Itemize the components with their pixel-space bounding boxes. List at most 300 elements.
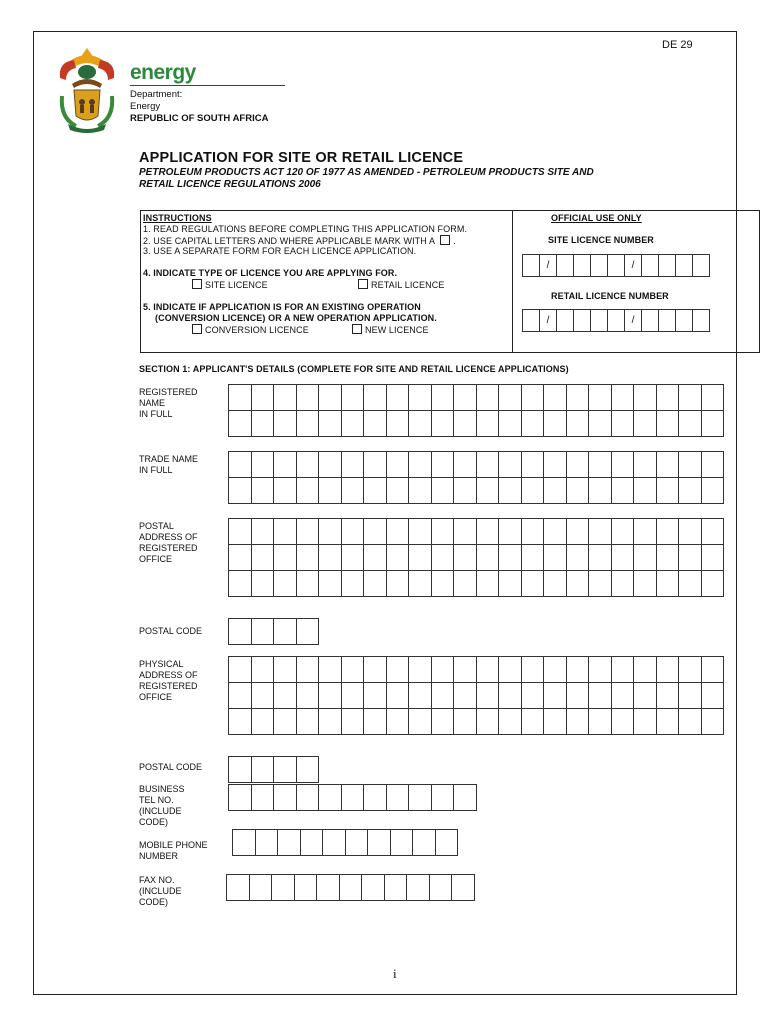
char-box[interactable] (409, 709, 432, 735)
char-box[interactable] (634, 683, 657, 709)
char-box[interactable] (679, 709, 702, 735)
char-box[interactable] (566, 385, 589, 411)
char-box[interactable] (296, 478, 319, 504)
char-box[interactable] (701, 478, 724, 504)
char-box[interactable] (229, 545, 252, 571)
slash-mark: / (540, 310, 557, 332)
char-box[interactable] (364, 545, 387, 571)
char-box[interactable] (249, 875, 272, 901)
char-box[interactable] (364, 385, 387, 411)
char-box[interactable] (499, 683, 522, 709)
char-box[interactable] (544, 519, 567, 545)
slash-mark: / (625, 310, 642, 332)
instructions-heading: INSTRUCTIONS (143, 213, 212, 223)
char-box[interactable] (454, 571, 477, 597)
char-box[interactable] (364, 411, 387, 437)
char-box[interactable] (319, 571, 342, 597)
char-box[interactable] (431, 709, 454, 735)
char-box[interactable] (544, 657, 567, 683)
char-box[interactable] (386, 683, 409, 709)
char-box[interactable] (409, 385, 432, 411)
char-box[interactable] (452, 875, 475, 901)
char-box[interactable] (701, 545, 724, 571)
registered-name-grid[interactable] (228, 384, 724, 437)
char-box[interactable] (364, 683, 387, 709)
char-box[interactable] (386, 452, 409, 478)
char-box[interactable] (274, 411, 297, 437)
char-box[interactable] (679, 519, 702, 545)
char-box[interactable] (386, 571, 409, 597)
char-box[interactable] (409, 411, 432, 437)
char-box[interactable] (362, 875, 385, 901)
char-box[interactable] (476, 683, 499, 709)
retail-licence-number-grid[interactable] (522, 309, 710, 332)
char-box[interactable] (566, 411, 589, 437)
char-box[interactable] (319, 785, 342, 811)
mobile-phone-grid[interactable] (232, 829, 458, 856)
char-box[interactable] (701, 385, 724, 411)
char-box[interactable] (386, 709, 409, 735)
char-box[interactable] (296, 619, 319, 645)
char-box[interactable] (364, 519, 387, 545)
conversion-licence-label: CONVERSION LICENCE (205, 325, 309, 335)
char-box[interactable] (319, 683, 342, 709)
char-box[interactable] (296, 571, 319, 597)
char-box[interactable] (476, 452, 499, 478)
char-box[interactable] (431, 385, 454, 411)
char-box[interactable] (679, 683, 702, 709)
char-box[interactable] (341, 478, 364, 504)
char-box[interactable] (272, 875, 295, 901)
char-box[interactable] (476, 545, 499, 571)
char-box[interactable] (274, 571, 297, 597)
char-box[interactable] (296, 385, 319, 411)
char-box[interactable] (589, 452, 612, 478)
char-box[interactable] (634, 709, 657, 735)
char-box[interactable] (611, 709, 634, 735)
char-box[interactable] (611, 452, 634, 478)
char-box[interactable] (544, 545, 567, 571)
char-box[interactable] (589, 571, 612, 597)
postal-code-label: POSTAL CODE (139, 626, 203, 636)
char-box[interactable] (679, 411, 702, 437)
char-box[interactable] (274, 478, 297, 504)
char-box[interactable] (386, 411, 409, 437)
char-box[interactable] (319, 478, 342, 504)
char-box[interactable] (364, 571, 387, 597)
postal-address-label: POSTAL ADDRESS OF REGISTERED OFFICE (139, 521, 198, 564)
char-box[interactable] (409, 478, 432, 504)
char-box[interactable] (521, 478, 544, 504)
char-box[interactable] (589, 657, 612, 683)
char-box[interactable] (229, 657, 252, 683)
char-box[interactable] (431, 519, 454, 545)
char-box[interactable] (274, 452, 297, 478)
char-box[interactable] (656, 452, 679, 478)
char-box[interactable] (341, 411, 364, 437)
retail-licence-option[interactable] (358, 279, 444, 291)
example-checkbox-icon (440, 235, 450, 245)
char-box[interactable] (454, 545, 477, 571)
char-box[interactable] (251, 452, 274, 478)
char-box[interactable] (634, 478, 657, 504)
char-box[interactable] (431, 571, 454, 597)
char-box[interactable] (251, 478, 274, 504)
char-box[interactable] (611, 478, 634, 504)
char-box[interactable] (341, 385, 364, 411)
char-box[interactable] (589, 545, 612, 571)
char-box[interactable] (409, 519, 432, 545)
char-box[interactable] (435, 830, 458, 856)
char-box[interactable] (431, 683, 454, 709)
char-box[interactable] (634, 545, 657, 571)
dept-line-1: Department: (130, 89, 183, 100)
char-box[interactable] (364, 478, 387, 504)
char-box[interactable] (251, 709, 274, 735)
char-box[interactable] (323, 830, 346, 856)
char-box[interactable] (701, 411, 724, 437)
char-box[interactable] (341, 709, 364, 735)
char-box[interactable] (476, 519, 499, 545)
conversion-licence-option[interactable] (192, 324, 309, 336)
char-box[interactable] (611, 411, 634, 437)
char-box[interactable] (251, 519, 274, 545)
char-box[interactable] (251, 683, 274, 709)
char-box[interactable] (566, 519, 589, 545)
char-box[interactable] (229, 571, 252, 597)
char-box[interactable] (656, 385, 679, 411)
char-box[interactable] (296, 757, 319, 783)
char-box[interactable] (454, 657, 477, 683)
char-box[interactable] (634, 571, 657, 597)
char-box[interactable] (386, 519, 409, 545)
char-box[interactable] (611, 519, 634, 545)
char-box[interactable] (589, 385, 612, 411)
char-box[interactable] (656, 571, 679, 597)
char-box[interactable] (278, 830, 301, 856)
postal-address-grid[interactable] (228, 518, 724, 597)
char-box[interactable] (589, 519, 612, 545)
char-box[interactable] (364, 452, 387, 478)
char-box[interactable] (476, 411, 499, 437)
char-box[interactable] (251, 757, 274, 783)
char-box[interactable] (611, 545, 634, 571)
char-box[interactable] (300, 830, 323, 856)
char-box[interactable] (544, 385, 567, 411)
char-box[interactable] (413, 830, 436, 856)
char-box[interactable] (296, 545, 319, 571)
char-box[interactable] (341, 683, 364, 709)
char-box[interactable] (251, 411, 274, 437)
char-box[interactable] (251, 385, 274, 411)
char-box[interactable] (390, 830, 413, 856)
char-box[interactable] (274, 785, 297, 811)
char-box[interactable] (296, 452, 319, 478)
char-box[interactable] (679, 657, 702, 683)
char-box[interactable] (317, 875, 340, 901)
char-box[interactable] (274, 683, 297, 709)
char-box[interactable] (341, 571, 364, 597)
char-box[interactable] (544, 478, 567, 504)
char-box[interactable] (409, 571, 432, 597)
char-box[interactable] (341, 785, 364, 811)
char-box[interactable] (274, 385, 297, 411)
site-licence-checkbox[interactable] (192, 279, 202, 289)
char-box[interactable] (296, 411, 319, 437)
char-box[interactable] (521, 519, 544, 545)
char-box[interactable] (656, 519, 679, 545)
char-box[interactable] (386, 657, 409, 683)
char-box[interactable] (701, 709, 724, 735)
char-box[interactable] (701, 452, 724, 478)
char-box[interactable] (386, 478, 409, 504)
char-box[interactable] (679, 385, 702, 411)
char-box[interactable] (701, 519, 724, 545)
char-box[interactable] (656, 657, 679, 683)
char-box[interactable] (566, 571, 589, 597)
char-box[interactable] (339, 875, 362, 901)
site-licence-number-label: SITE LICENCE NUMBER (548, 235, 654, 245)
instruction-5a: 5. INDICATE IF APPLICATION IS FOR AN EXISTING OPERATION (143, 302, 421, 312)
char-box[interactable] (521, 571, 544, 597)
char-box[interactable] (589, 411, 612, 437)
char-box[interactable] (521, 683, 544, 709)
char-box[interactable] (341, 657, 364, 683)
form-code: DE 29 (662, 39, 693, 51)
char-box[interactable] (341, 452, 364, 478)
char-box[interactable] (341, 519, 364, 545)
char-box[interactable] (634, 657, 657, 683)
char-box[interactable] (274, 519, 297, 545)
char-box[interactable] (319, 709, 342, 735)
char-box[interactable] (431, 545, 454, 571)
char-box[interactable] (454, 385, 477, 411)
trade-name-grid[interactable] (228, 451, 724, 504)
char-box[interactable] (409, 657, 432, 683)
char-box[interactable] (611, 571, 634, 597)
instructions-divider (512, 210, 513, 353)
char-box[interactable] (431, 785, 454, 811)
char-box[interactable] (251, 619, 274, 645)
char-box[interactable] (499, 519, 522, 545)
char-box[interactable] (274, 545, 297, 571)
postal-code-grid[interactable] (228, 618, 319, 645)
char-box[interactable] (566, 452, 589, 478)
char-box[interactable] (454, 452, 477, 478)
char-box[interactable] (429, 875, 452, 901)
char-box[interactable] (521, 411, 544, 437)
char-box[interactable] (544, 683, 567, 709)
char-box[interactable] (589, 683, 612, 709)
char-box[interactable] (679, 571, 702, 597)
new-licence-label: NEW LICENCE (365, 325, 429, 335)
char-box[interactable] (319, 411, 342, 437)
char-box[interactable] (499, 385, 522, 411)
char-box[interactable] (521, 545, 544, 571)
char-box[interactable] (274, 709, 297, 735)
char-box[interactable] (431, 411, 454, 437)
char-box[interactable] (656, 683, 679, 709)
slash-mark: / (540, 255, 557, 277)
char-box[interactable] (701, 683, 724, 709)
char-box[interactable] (409, 452, 432, 478)
char-box[interactable] (499, 478, 522, 504)
char-box[interactable] (566, 545, 589, 571)
char-box[interactable] (229, 411, 252, 437)
char-box[interactable] (384, 875, 407, 901)
char-box[interactable] (476, 571, 499, 597)
fax-label: FAX NO. (INCLUDE CODE) (139, 875, 182, 907)
char-box[interactable] (499, 657, 522, 683)
char-box[interactable] (229, 683, 252, 709)
char-box[interactable] (611, 683, 634, 709)
char-box[interactable] (544, 452, 567, 478)
char-box[interactable] (386, 785, 409, 811)
char-box[interactable] (454, 785, 477, 811)
char-box[interactable] (566, 683, 589, 709)
char-box[interactable] (251, 571, 274, 597)
char-box[interactable] (229, 519, 252, 545)
char-box[interactable] (294, 875, 317, 901)
char-box[interactable] (319, 385, 342, 411)
char-box[interactable] (656, 411, 679, 437)
char-box[interactable] (521, 657, 544, 683)
char-box[interactable] (454, 683, 477, 709)
char-box[interactable] (251, 545, 274, 571)
char-box[interactable] (544, 709, 567, 735)
char-box[interactable] (679, 478, 702, 504)
char-box[interactable] (407, 875, 430, 901)
char-box[interactable] (499, 571, 522, 597)
char-box[interactable] (544, 571, 567, 597)
char-box[interactable] (386, 545, 409, 571)
char-box[interactable] (656, 545, 679, 571)
char-box[interactable] (476, 385, 499, 411)
char-box[interactable] (229, 757, 252, 783)
char-box[interactable] (319, 452, 342, 478)
char-box[interactable] (296, 785, 319, 811)
char-box[interactable] (701, 571, 724, 597)
char-box[interactable] (368, 830, 391, 856)
char-box[interactable] (656, 709, 679, 735)
char-box[interactable] (364, 709, 387, 735)
char-box[interactable] (454, 411, 477, 437)
char-box[interactable] (251, 785, 274, 811)
char-box[interactable] (386, 385, 409, 411)
char-box[interactable] (274, 619, 297, 645)
char-box[interactable] (255, 830, 278, 856)
instruction-5b: (CONVERSION LICENCE) OR A NEW OPERATION APPLICATION. (155, 313, 437, 323)
char-box[interactable] (634, 411, 657, 437)
char-box[interactable] (364, 785, 387, 811)
retail-licence-checkbox[interactable] (358, 279, 368, 289)
subtitle-line-1: PETROLEUM PRODUCTS ACT 120 OF 1977 AS AMENDED - PETROLEUM PRODUCTS SITE AND (139, 167, 594, 178)
char-box[interactable] (521, 452, 544, 478)
char-box[interactable] (476, 709, 499, 735)
char-box[interactable] (409, 545, 432, 571)
char-box[interactable] (454, 709, 477, 735)
char-box[interactable] (454, 478, 477, 504)
char-box[interactable] (499, 411, 522, 437)
postal-code-2-grid[interactable] (228, 756, 319, 783)
char-box[interactable] (679, 452, 702, 478)
char-box[interactable] (589, 709, 612, 735)
char-box[interactable] (229, 785, 252, 811)
char-box[interactable] (566, 657, 589, 683)
char-box[interactable] (499, 452, 522, 478)
char-box[interactable] (431, 657, 454, 683)
conversion-licence-checkbox[interactable] (192, 324, 202, 334)
char-box[interactable] (229, 452, 252, 478)
new-licence-checkbox[interactable] (352, 324, 362, 334)
business-tel-grid[interactable] (228, 784, 477, 811)
char-box[interactable] (431, 452, 454, 478)
char-box[interactable] (229, 709, 252, 735)
char-box[interactable] (431, 478, 454, 504)
char-box[interactable] (521, 385, 544, 411)
char-box[interactable] (296, 709, 319, 735)
char-box[interactable] (701, 657, 724, 683)
char-box[interactable] (499, 709, 522, 735)
char-box[interactable] (521, 709, 544, 735)
char-box[interactable] (251, 657, 274, 683)
char-box[interactable] (566, 709, 589, 735)
char-box[interactable] (296, 657, 319, 683)
char-box[interactable] (634, 452, 657, 478)
char-box[interactable] (476, 478, 499, 504)
char-box[interactable] (679, 545, 702, 571)
char-box[interactable] (341, 545, 364, 571)
char-box[interactable] (296, 519, 319, 545)
char-box[interactable] (227, 875, 250, 901)
char-box[interactable] (589, 478, 612, 504)
official-use-heading: OFFICIAL USE ONLY (551, 213, 642, 223)
char-box[interactable] (274, 757, 297, 783)
char-box[interactable] (319, 657, 342, 683)
char-box[interactable] (499, 545, 522, 571)
physical-address-label: PHYSICAL ADDRESS OF REGISTERED OFFICE (139, 659, 198, 702)
site-licence-option[interactable] (192, 279, 268, 291)
char-box[interactable] (634, 385, 657, 411)
site-licence-number-grid[interactable] (522, 254, 710, 277)
char-box[interactable] (611, 385, 634, 411)
physical-address-grid[interactable] (228, 656, 724, 735)
retail-licence-label: RETAIL LICENCE (371, 280, 445, 290)
char-box[interactable] (544, 411, 567, 437)
char-box[interactable] (409, 683, 432, 709)
char-box[interactable] (611, 657, 634, 683)
new-licence-option[interactable] (352, 324, 429, 336)
char-box[interactable] (409, 785, 432, 811)
char-box[interactable] (634, 519, 657, 545)
char-box[interactable] (364, 657, 387, 683)
char-box[interactable] (656, 478, 679, 504)
char-box[interactable] (296, 683, 319, 709)
char-box[interactable] (319, 545, 342, 571)
char-box[interactable] (319, 519, 342, 545)
char-box[interactable] (274, 657, 297, 683)
char-box[interactable] (345, 830, 368, 856)
fax-grid[interactable] (226, 874, 475, 901)
char-box[interactable] (566, 478, 589, 504)
char-box[interactable] (229, 619, 252, 645)
char-box[interactable] (229, 478, 252, 504)
char-box[interactable] (454, 519, 477, 545)
char-box[interactable] (476, 657, 499, 683)
char-box[interactable] (229, 385, 252, 411)
char-box[interactable] (233, 830, 256, 856)
dept-line-3: REPUBLIC OF SOUTH AFRICA (130, 113, 269, 124)
